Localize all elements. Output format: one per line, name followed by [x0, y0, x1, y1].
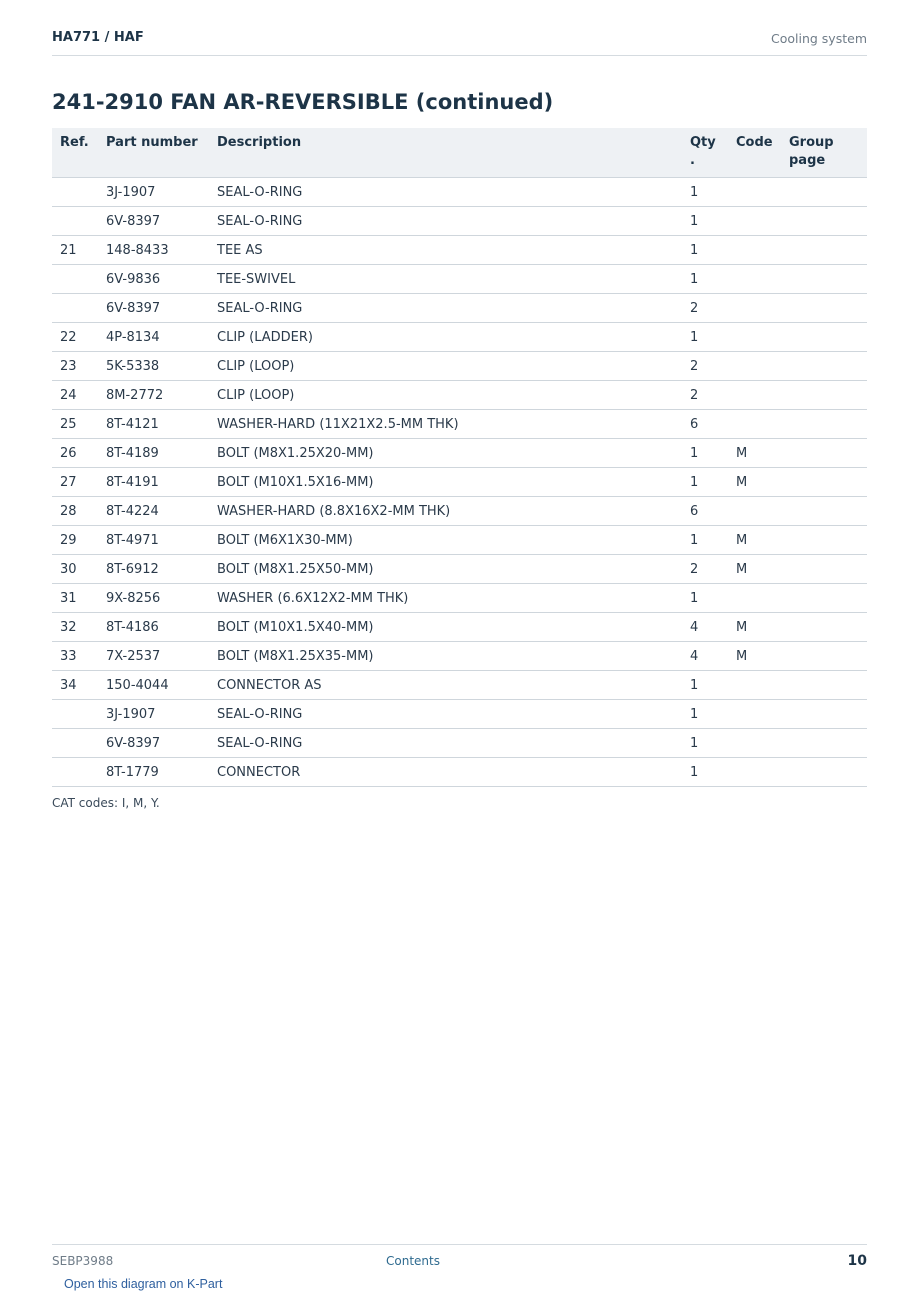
cell-code: M	[736, 468, 789, 497]
cell-ref	[52, 178, 106, 207]
col-qty	[690, 128, 736, 178]
cell-part-number: 150-4044	[106, 671, 217, 700]
col-group-line2: page	[789, 153, 826, 168]
table-header-row	[52, 128, 867, 178]
cell-code	[736, 207, 789, 236]
cell-group-page	[789, 178, 867, 207]
col-qty-line1: Qty	[690, 135, 716, 150]
cell-description: SEAL-O-RING	[217, 294, 690, 323]
cell-code	[736, 381, 789, 410]
cell-group-page	[789, 294, 867, 323]
cell-ref	[52, 294, 106, 323]
cell-code	[736, 671, 789, 700]
cell-qty: 1	[690, 178, 736, 207]
cell-qty: 6	[690, 410, 736, 439]
cell-code	[736, 497, 789, 526]
cat-codes-note: CAT codes: I, M, Y.	[52, 796, 160, 810]
title-suffix: (continued)	[415, 90, 554, 114]
table-row	[52, 613, 867, 642]
cell-description: BOLT (M8X1.25X50-MM)	[217, 555, 690, 584]
cell-part-number: 8M-2772	[106, 381, 217, 410]
cell-group-page	[789, 207, 867, 236]
table-row	[52, 555, 867, 584]
cell-group-page	[789, 410, 867, 439]
col-group-line1: Group	[789, 135, 834, 150]
cell-part-number: 8T-4224	[106, 497, 217, 526]
cell-group-page	[789, 526, 867, 555]
cell-group-page	[789, 758, 867, 787]
cell-description: SEAL-O-RING	[217, 700, 690, 729]
cell-description: CLIP (LOOP)	[217, 381, 690, 410]
cell-part-number: 7X-2537	[106, 642, 217, 671]
cell-group-page	[789, 352, 867, 381]
cell-ref	[52, 265, 106, 294]
cell-code	[736, 178, 789, 207]
parts-table-body	[52, 178, 867, 787]
cell-code	[736, 584, 789, 613]
cell-description: BOLT (M8X1.25X35-MM)	[217, 642, 690, 671]
cell-group-page	[789, 613, 867, 642]
table-row	[52, 323, 867, 352]
kpart-link[interactable]: Open this diagram on K-Part	[64, 1277, 223, 1291]
cell-qty: 1	[690, 207, 736, 236]
cell-part-number: 8T-6912	[106, 555, 217, 584]
table-row	[52, 497, 867, 526]
cell-qty: 1	[690, 671, 736, 700]
col-ref: Ref.	[52, 128, 106, 178]
table-row	[52, 526, 867, 555]
cell-group-page	[789, 265, 867, 294]
cell-qty: 2	[690, 294, 736, 323]
cell-part-number: 3J-1907	[106, 700, 217, 729]
section-name: Cooling system	[771, 31, 867, 46]
cell-ref	[52, 207, 106, 236]
cell-qty: 1	[690, 758, 736, 787]
cell-ref: 25	[52, 410, 106, 439]
cell-part-number: 8T-4186	[106, 613, 217, 642]
table-row	[52, 207, 867, 236]
model-label: HA771 / HAF	[52, 30, 144, 45]
table-row	[52, 642, 867, 671]
cell-code	[736, 294, 789, 323]
cell-part-number: 8T-4121	[106, 410, 217, 439]
cell-description: SEAL-O-RING	[217, 729, 690, 758]
part-title: 241-2910 FAN AR-REVERSIBLE	[52, 90, 409, 114]
cell-part-number: 6V-8397	[106, 207, 217, 236]
cell-part-number: 8T-4971	[106, 526, 217, 555]
cell-description: CONNECTOR AS	[217, 671, 690, 700]
table-row	[52, 758, 867, 787]
cell-code	[736, 410, 789, 439]
cell-code	[736, 352, 789, 381]
page-header	[52, 28, 867, 56]
cell-part-number: 4P-8134	[106, 323, 217, 352]
cell-part-number: 8T-1779	[106, 758, 217, 787]
cell-description: TEE AS	[217, 236, 690, 265]
col-group-page	[789, 128, 867, 178]
cell-ref: 31	[52, 584, 106, 613]
col-part-number: Part number	[106, 128, 217, 178]
page-number: 10	[847, 1253, 867, 1269]
cell-group-page	[789, 700, 867, 729]
cell-ref: 29	[52, 526, 106, 555]
table-row	[52, 381, 867, 410]
cell-qty: 6	[690, 497, 736, 526]
cell-description: TEE-SWIVEL	[217, 265, 690, 294]
cell-qty: 1	[690, 729, 736, 758]
cell-qty: 1	[690, 265, 736, 294]
cell-description: CLIP (LOOP)	[217, 352, 690, 381]
cell-code: M	[736, 642, 789, 671]
cell-ref: 22	[52, 323, 106, 352]
page-title	[52, 90, 553, 114]
col-code: Code	[736, 128, 789, 178]
cell-group-page	[789, 555, 867, 584]
cell-part-number: 9X-8256	[106, 584, 217, 613]
cell-code	[736, 236, 789, 265]
cell-part-number: 6V-9836	[106, 265, 217, 294]
cell-group-page	[789, 381, 867, 410]
cell-ref	[52, 700, 106, 729]
cell-description: SEAL-O-RING	[217, 178, 690, 207]
cell-code	[736, 265, 789, 294]
cell-group-page	[789, 729, 867, 758]
table-row	[52, 265, 867, 294]
cell-description: WASHER-HARD (11X21X2.5-MM THK)	[217, 410, 690, 439]
table-row	[52, 671, 867, 700]
cell-code	[736, 323, 789, 352]
cell-qty: 4	[690, 642, 736, 671]
cell-group-page	[789, 323, 867, 352]
cell-description: BOLT (M10X1.5X40-MM)	[217, 613, 690, 642]
cell-description: BOLT (M8X1.25X20-MM)	[217, 439, 690, 468]
cell-qty: 2	[690, 381, 736, 410]
table-row	[52, 352, 867, 381]
cell-code: M	[736, 613, 789, 642]
cell-ref: 32	[52, 613, 106, 642]
cell-ref: 34	[52, 671, 106, 700]
cell-part-number: 3J-1907	[106, 178, 217, 207]
parts-table	[52, 128, 867, 787]
cell-description: BOLT (M10X1.5X16-MM)	[217, 468, 690, 497]
cell-qty: 4	[690, 613, 736, 642]
cell-ref	[52, 758, 106, 787]
cell-qty: 1	[690, 468, 736, 497]
cell-code: M	[736, 439, 789, 468]
cell-ref: 33	[52, 642, 106, 671]
cell-group-page	[789, 584, 867, 613]
cell-qty: 1	[690, 584, 736, 613]
cell-qty: 1	[690, 700, 736, 729]
cell-part-number: 8T-4191	[106, 468, 217, 497]
cell-ref: 30	[52, 555, 106, 584]
cell-group-page	[789, 236, 867, 265]
table-row	[52, 468, 867, 497]
table-row	[52, 584, 867, 613]
table-row	[52, 439, 867, 468]
cell-qty: 1	[690, 439, 736, 468]
table-row	[52, 178, 867, 207]
table-row	[52, 410, 867, 439]
cell-ref: 28	[52, 497, 106, 526]
table-row	[52, 294, 867, 323]
cell-group-page	[789, 468, 867, 497]
cell-ref	[52, 729, 106, 758]
page-footer	[52, 1244, 867, 1274]
cell-description: SEAL-O-RING	[217, 207, 690, 236]
cell-part-number: 6V-8397	[106, 294, 217, 323]
cell-ref: 24	[52, 381, 106, 410]
cell-code	[736, 729, 789, 758]
cell-code	[736, 758, 789, 787]
cell-description: BOLT (M6X1X30-MM)	[217, 526, 690, 555]
cell-group-page	[789, 642, 867, 671]
cell-ref: 23	[52, 352, 106, 381]
cell-code: M	[736, 526, 789, 555]
table-row	[52, 700, 867, 729]
col-description: Description	[217, 128, 690, 178]
cell-qty: 2	[690, 352, 736, 381]
cell-qty: 1	[690, 526, 736, 555]
document-id: SEBP3988	[52, 1254, 114, 1268]
cell-description: WASHER (6.6X12X2-MM THK)	[217, 584, 690, 613]
cell-description: WASHER-HARD (8.8X16X2-MM THK)	[217, 497, 690, 526]
cell-qty: 1	[690, 236, 736, 265]
cell-part-number: 5K-5338	[106, 352, 217, 381]
cell-part-number: 8T-4189	[106, 439, 217, 468]
cell-part-number: 6V-8397	[106, 729, 217, 758]
cell-qty: 2	[690, 555, 736, 584]
cell-ref: 27	[52, 468, 106, 497]
col-qty-line2: .	[690, 153, 695, 168]
cell-group-page	[789, 671, 867, 700]
cell-code: M	[736, 555, 789, 584]
table-row	[52, 236, 867, 265]
cell-description: CONNECTOR	[217, 758, 690, 787]
cell-ref: 26	[52, 439, 106, 468]
cell-group-page	[789, 439, 867, 468]
cell-qty: 1	[690, 323, 736, 352]
cell-group-page	[789, 497, 867, 526]
cell-code	[736, 700, 789, 729]
table-row	[52, 729, 867, 758]
contents-link[interactable]: Contents	[386, 1254, 440, 1268]
cell-description: CLIP (LADDER)	[217, 323, 690, 352]
cell-part-number: 148-8433	[106, 236, 217, 265]
cell-ref: 21	[52, 236, 106, 265]
